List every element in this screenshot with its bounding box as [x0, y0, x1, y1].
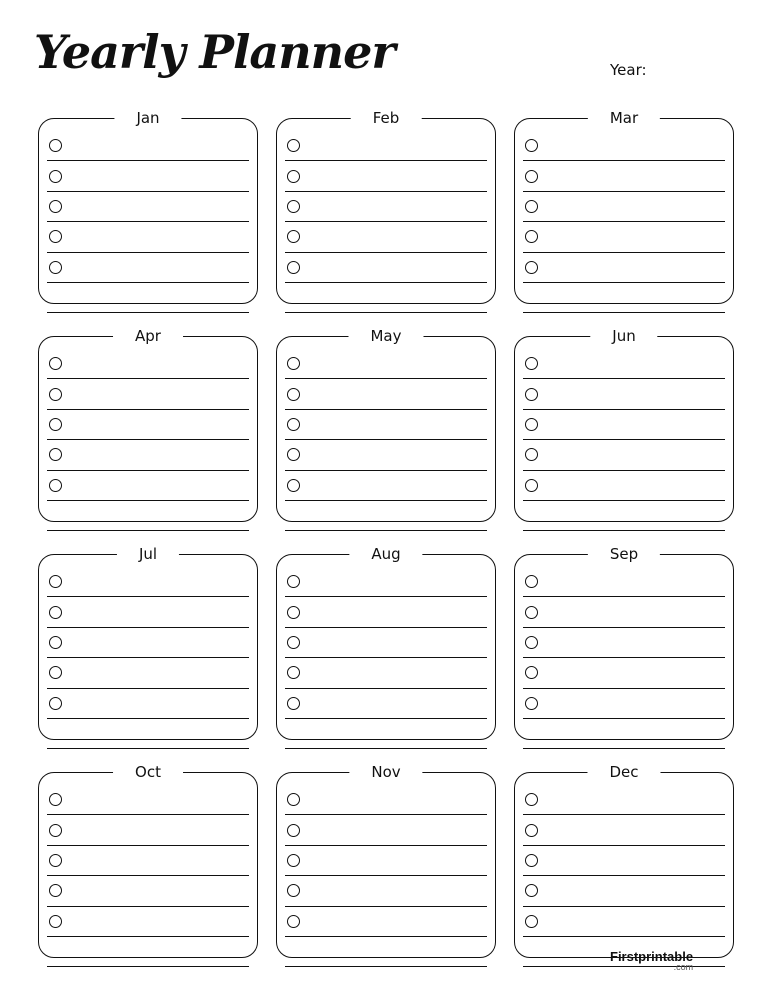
month-name: Jul [117, 544, 179, 564]
checkbox-circle-icon[interactable] [49, 824, 62, 837]
checkbox-circle-icon[interactable] [287, 261, 300, 274]
checklist-row[interactable] [47, 440, 249, 470]
checklist-row[interactable] [523, 440, 725, 470]
checklist-row[interactable] [285, 471, 487, 501]
month-name: Jan [114, 108, 181, 128]
checkbox-circle-icon[interactable] [287, 915, 300, 928]
checklist-row[interactable] [47, 379, 249, 409]
month-name: Mar [588, 108, 660, 128]
checklist-row[interactable] [285, 192, 487, 222]
blank-line[interactable] [285, 501, 487, 531]
checkbox-circle-icon[interactable] [525, 915, 538, 928]
checklist-row[interactable] [523, 253, 725, 283]
checkbox-circle-icon[interactable] [525, 388, 538, 401]
checklist-row[interactable] [47, 658, 249, 688]
checkbox-circle-icon[interactable] [525, 261, 538, 274]
checklist-row[interactable] [523, 846, 725, 876]
month-card [276, 109, 496, 304]
checkbox-circle-icon[interactable] [49, 884, 62, 897]
checklist-row[interactable] [47, 815, 249, 845]
month-card [514, 109, 734, 304]
checklist-row[interactable] [523, 471, 725, 501]
checkbox-circle-icon[interactable] [49, 575, 62, 588]
blank-line[interactable] [523, 501, 725, 531]
checklist-row[interactable] [523, 876, 725, 906]
checklist-row[interactable] [285, 597, 487, 627]
checklist-row[interactable] [47, 471, 249, 501]
checkbox-circle-icon[interactable] [49, 170, 62, 183]
checklist-row[interactable] [285, 349, 487, 379]
checkbox-circle-icon[interactable] [49, 854, 62, 867]
checklist-row[interactable] [523, 131, 725, 161]
brand-name: Firstprintable [610, 949, 694, 964]
checkbox-circle-icon[interactable] [525, 884, 538, 897]
month-card [38, 763, 258, 958]
checklist-row[interactable] [47, 222, 249, 252]
checkbox-circle-icon[interactable] [525, 479, 538, 492]
checklist-row[interactable] [285, 658, 487, 688]
checklist-row[interactable] [523, 785, 725, 815]
checklist-row[interactable] [523, 192, 725, 222]
month-name: Nov [349, 762, 422, 782]
checklist-row[interactable] [285, 379, 487, 409]
checkbox-circle-icon[interactable] [49, 418, 62, 431]
checkbox-circle-icon[interactable] [287, 139, 300, 152]
checklist-row[interactable] [47, 876, 249, 906]
checkbox-circle-icon[interactable] [287, 357, 300, 370]
checkbox-circle-icon[interactable] [525, 697, 538, 710]
checklist-row[interactable] [47, 253, 249, 283]
checklist-row[interactable] [523, 161, 725, 191]
checkbox-circle-icon[interactable] [525, 666, 538, 679]
checklist-row[interactable] [523, 689, 725, 719]
checklist-row[interactable] [285, 907, 487, 937]
month-name: Jun [590, 326, 657, 346]
checklist-row[interactable] [523, 658, 725, 688]
checklist-row[interactable] [285, 846, 487, 876]
month-card [276, 763, 496, 958]
checkbox-circle-icon[interactable] [525, 418, 538, 431]
checkbox-circle-icon[interactable] [525, 230, 538, 243]
month-name: Dec [587, 762, 660, 782]
checklist [523, 785, 725, 967]
checkbox-circle-icon[interactable] [49, 230, 62, 243]
checkbox-circle-icon[interactable] [49, 357, 62, 370]
checklist [47, 131, 249, 313]
month-card [38, 545, 258, 740]
checklist-row[interactable] [523, 379, 725, 409]
blank-line[interactable] [47, 719, 249, 749]
month-name: Aug [349, 544, 422, 564]
blank-line[interactable] [285, 283, 487, 313]
checklist-row[interactable] [285, 628, 487, 658]
checkbox-circle-icon[interactable] [287, 170, 300, 183]
checkbox-circle-icon[interactable] [49, 448, 62, 461]
checklist-row[interactable] [47, 349, 249, 379]
month-name: Feb [351, 108, 422, 128]
checkbox-circle-icon[interactable] [525, 139, 538, 152]
checkbox-circle-icon[interactable] [287, 479, 300, 492]
month-name: Oct [113, 762, 183, 782]
checklist [47, 785, 249, 967]
checklist-row[interactable] [285, 785, 487, 815]
checklist-row[interactable] [285, 410, 487, 440]
checkbox-circle-icon[interactable] [525, 448, 538, 461]
checkbox-circle-icon[interactable] [525, 357, 538, 370]
checklist [47, 567, 249, 749]
checkbox-circle-icon[interactable] [525, 170, 538, 183]
month-card [276, 327, 496, 522]
year-label[interactable]: Year: [610, 61, 647, 79]
blank-line[interactable] [285, 937, 487, 967]
checklist-row[interactable] [285, 222, 487, 252]
checkbox-circle-icon[interactable] [287, 824, 300, 837]
checkbox-circle-icon[interactable] [525, 854, 538, 867]
month-card [276, 545, 496, 740]
checkbox-circle-icon[interactable] [525, 636, 538, 649]
checklist-row[interactable] [285, 440, 487, 470]
checkbox-circle-icon[interactable] [287, 697, 300, 710]
page-title: Yearly Planner [34, 25, 395, 79]
checkbox-circle-icon[interactable] [525, 793, 538, 806]
checkbox-circle-icon[interactable] [49, 915, 62, 928]
checkbox-circle-icon[interactable] [287, 884, 300, 897]
checkbox-circle-icon[interactable] [525, 824, 538, 837]
checklist-row[interactable] [523, 907, 725, 937]
checklist [523, 567, 725, 749]
checklist-row[interactable] [285, 131, 487, 161]
month-card [514, 327, 734, 522]
checklist-row[interactable] [47, 628, 249, 658]
month-card [38, 109, 258, 304]
checkbox-circle-icon[interactable] [287, 636, 300, 649]
checklist [285, 567, 487, 749]
month-name: Sep [588, 544, 660, 564]
checkbox-circle-icon[interactable] [287, 666, 300, 679]
checklist-row[interactable] [47, 192, 249, 222]
checkbox-circle-icon[interactable] [287, 388, 300, 401]
checkbox-circle-icon[interactable] [49, 606, 62, 619]
checkbox-circle-icon[interactable] [525, 200, 538, 213]
checklist-row[interactable] [285, 689, 487, 719]
brand-tld: .com [673, 962, 694, 972]
checklist-row[interactable] [47, 597, 249, 627]
checkbox-circle-icon[interactable] [49, 139, 62, 152]
checklist-row[interactable] [285, 876, 487, 906]
months-grid [38, 109, 734, 958]
checklist-row[interactable] [47, 410, 249, 440]
checklist-row[interactable] [285, 567, 487, 597]
checkbox-circle-icon[interactable] [525, 606, 538, 619]
checkbox-circle-icon[interactable] [49, 200, 62, 213]
checklist-row[interactable] [523, 597, 725, 627]
brand-logo [610, 948, 693, 972]
checklist-row[interactable] [523, 815, 725, 845]
checklist-row[interactable] [523, 628, 725, 658]
checklist-row[interactable] [47, 846, 249, 876]
checklist-row[interactable] [285, 253, 487, 283]
blank-line[interactable] [47, 937, 249, 967]
checklist [285, 785, 487, 967]
month-card [514, 545, 734, 740]
checklist-row[interactable] [523, 349, 725, 379]
checkbox-circle-icon[interactable] [287, 200, 300, 213]
checkbox-circle-icon[interactable] [49, 666, 62, 679]
checkbox-circle-icon[interactable] [287, 606, 300, 619]
checklist-row[interactable] [47, 131, 249, 161]
checkbox-circle-icon[interactable] [287, 854, 300, 867]
blank-line[interactable] [47, 501, 249, 531]
checklist-row[interactable] [285, 161, 487, 191]
checkbox-circle-icon[interactable] [287, 448, 300, 461]
checkbox-circle-icon[interactable] [525, 575, 538, 588]
checklist-row[interactable] [285, 815, 487, 845]
checkbox-circle-icon[interactable] [49, 261, 62, 274]
checklist-row[interactable] [47, 689, 249, 719]
checkbox-circle-icon[interactable] [49, 388, 62, 401]
checkbox-circle-icon[interactable] [49, 636, 62, 649]
checklist [285, 131, 487, 313]
checklist-row[interactable] [47, 785, 249, 815]
checklist-row[interactable] [523, 410, 725, 440]
checklist-row[interactable] [523, 222, 725, 252]
month-name: May [348, 326, 423, 346]
blank-line[interactable] [47, 283, 249, 313]
checklist [285, 349, 487, 531]
checklist [47, 349, 249, 531]
blank-line[interactable] [523, 283, 725, 313]
month-card [38, 327, 258, 522]
month-card [514, 763, 734, 958]
month-name: Apr [113, 326, 183, 346]
checkbox-circle-icon[interactable] [287, 793, 300, 806]
checklist [523, 349, 725, 531]
checkbox-circle-icon[interactable] [49, 793, 62, 806]
checkbox-circle-icon[interactable] [287, 230, 300, 243]
checkbox-circle-icon[interactable] [49, 479, 62, 492]
checklist-row[interactable] [523, 567, 725, 597]
blank-line[interactable] [523, 719, 725, 749]
blank-line[interactable] [285, 719, 487, 749]
checklist-row[interactable] [47, 161, 249, 191]
checklist-row[interactable] [47, 567, 249, 597]
checklist [523, 131, 725, 313]
checkbox-circle-icon[interactable] [287, 575, 300, 588]
checkbox-circle-icon[interactable] [287, 418, 300, 431]
checkbox-circle-icon[interactable] [49, 697, 62, 710]
checklist-row[interactable] [47, 907, 249, 937]
